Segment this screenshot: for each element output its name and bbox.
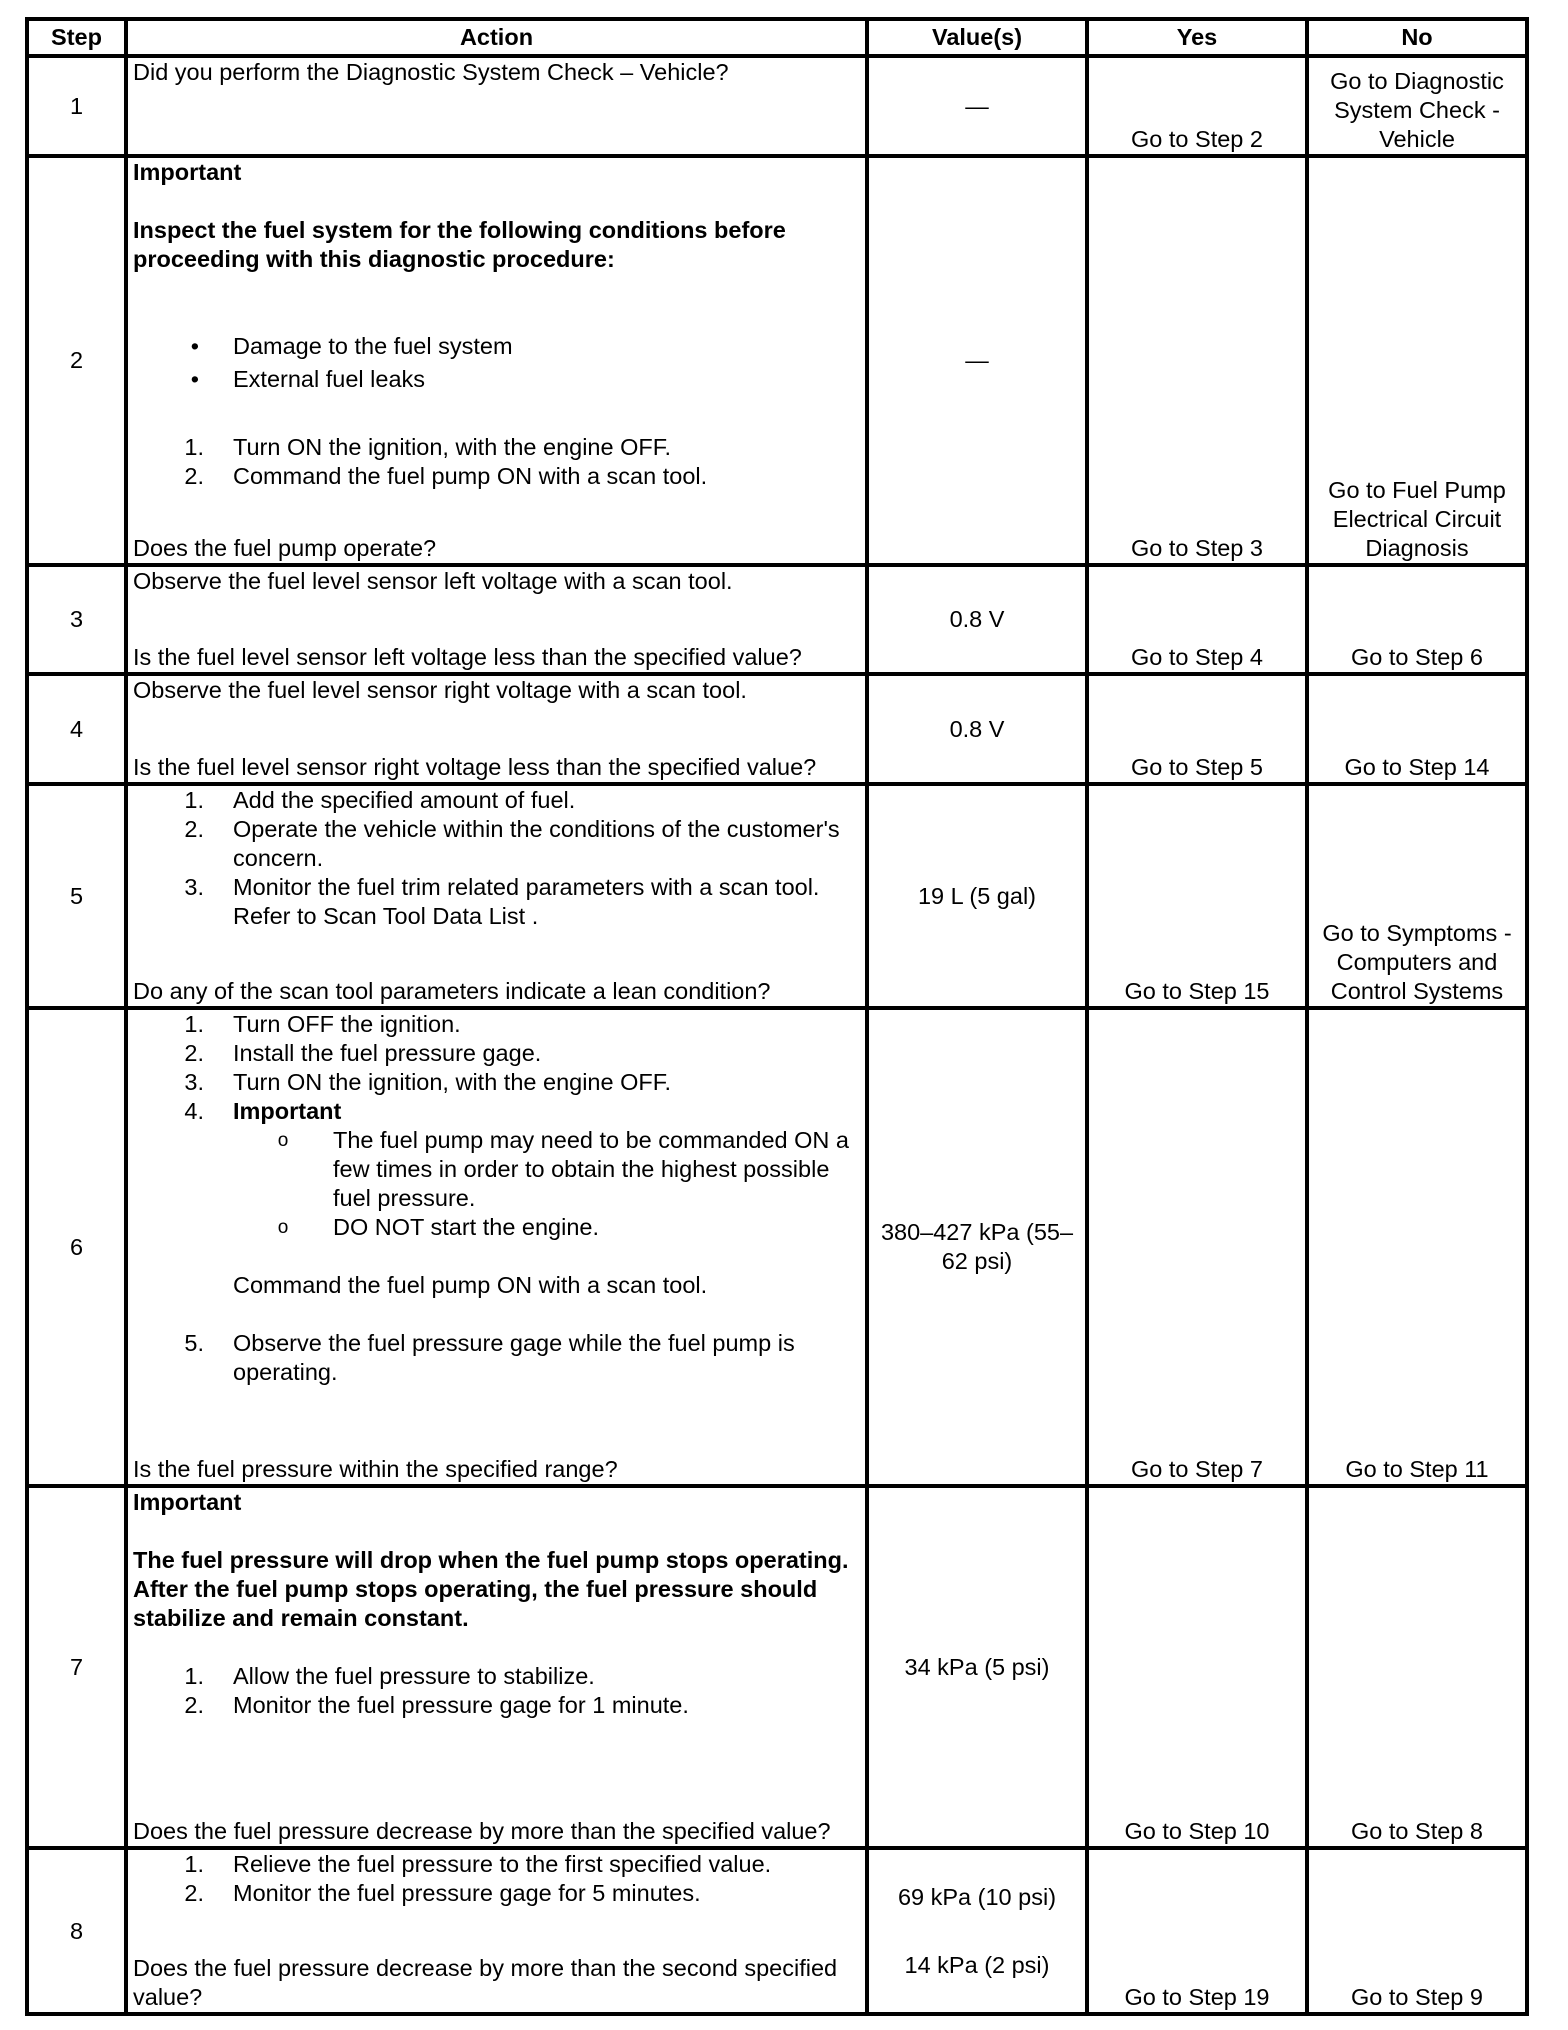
value-cell: — [867,56,1087,156]
yes-cell: Go to Step 15 [1087,784,1307,1008]
important-text: The fuel pressure will drop when the fuel pump stops operating. After the fuel pump stops operating, the fuel pressure should stabilize and remain constant. [133,1547,849,1631]
step-number: 3 [27,565,126,674]
no-cell: Go to Diagnostic System Check - Vehicle [1307,56,1527,156]
list-item: 2. Install the fuel pressure gage. [184,1040,542,1066]
table-row [27,1848,1527,2014]
header-no: No [1307,19,1527,56]
list-item: • External fuel leaks [190,366,426,392]
procedure-list [133,1662,860,1720]
value-cell: 0.8 V [867,674,1087,784]
question-text: Does the fuel pump operate? [133,535,437,561]
procedure-list [133,1010,860,1126]
step-number: 5 [27,784,126,1008]
action-cell [126,1008,867,1486]
list-item: 1. Add the specified amount of fuel. [184,787,576,813]
header-yes: Yes [1087,19,1307,56]
question-text: Is the fuel level sensor left voltage less than the specified value? [133,644,802,670]
step-number: 4 [27,674,126,784]
value-cell: 19 L (5 gal) [867,784,1087,1008]
value-cell: 34 kPa (5 psi) [867,1486,1087,1848]
list-item: 2. Command the fuel pump ON with a scan tool. [184,463,708,489]
yes-cell: Go to Step 4 [1087,565,1307,674]
procedure-list [133,1850,860,1908]
list-item: 1. Allow the fuel pressure to stabilize. [184,1663,595,1689]
table-row [27,1008,1527,1486]
value-2: 14 kPa (2 psi) [904,1951,1050,1978]
question-text: Does the fuel pressure decrease by more than the specified value? [133,1818,831,1844]
table-row [27,674,1527,784]
table-row [27,156,1527,565]
value-cell: 380–427 kPa (55–62 psi) [867,1008,1087,1486]
value-cell: — [867,156,1087,565]
no-cell: Go to Step 9 [1307,1848,1527,2014]
list-item: 5. Observe the fuel pressure gage while the fuel pump is operating. [184,1330,795,1385]
header-row [27,19,1527,56]
action-cell [126,784,867,1008]
sub-item: o The fuel pump may need to be commanded ON a few times in order to obtain the highest possible fuel pressure. [277,1127,849,1211]
table-row [27,565,1527,674]
table-row [27,56,1527,156]
no-cell: Go to Step 8 [1307,1486,1527,1848]
yes-cell: Go to Step 5 [1087,674,1307,784]
action-cell [126,674,867,784]
action-text: Observe the fuel level sensor left voltage with a scan tool. [133,568,733,594]
list-item: 4. Important [184,1098,342,1124]
no-cell: Go to Fuel Pump Electrical Circuit Diagnosis [1307,156,1527,565]
action-cell [126,1848,867,2014]
step-number: 2 [27,156,126,565]
action-cell [126,565,867,674]
header-step: Step [27,19,126,56]
header-values: Value(s) [867,19,1087,56]
list-item: 3. Turn ON the ignition, with the engine OFF. [184,1069,672,1095]
condition-list [133,332,860,394]
value-cell [867,1848,1087,2014]
action-text: Observe the fuel level sensor right voltage with a scan tool. [133,677,747,703]
action-text: Did you perform the Diagnostic System Check – Vehicle? [133,59,729,85]
table-row [27,1486,1527,1848]
list-item: • Damage to the fuel system [190,333,513,359]
procedure-list [133,433,860,491]
yes-cell: Go to Step 2 [1087,56,1307,156]
header-action: Action [126,19,867,56]
step-number: 7 [27,1486,126,1848]
no-cell: Go to Step 6 [1307,565,1527,674]
list-item: 1. Turn OFF the ignition. [184,1011,461,1037]
question-text: Is the fuel pressure within the specified range? [133,1456,618,1482]
no-cell: Go to Step 14 [1307,674,1527,784]
important-label: Important [133,159,242,185]
yes-cell: Go to Step 10 [1087,1486,1307,1848]
question-text: Do any of the scan tool parameters indicate a lean condition? [133,978,771,1004]
important-text: Inspect the fuel system for the following conditions before proceeding with this diagnostic procedure: [133,217,786,272]
no-cell: Go to Symptoms - Computers and Control Systems [1307,784,1527,1008]
list-item: 1. Turn ON the ignition, with the engine OFF. [184,434,672,460]
question-text: Is the fuel level sensor right voltage less than the specified value? [133,754,817,780]
yes-cell: Go to Step 19 [1087,1848,1307,2014]
step-number: 1 [27,56,126,156]
diagnostic-table [25,17,1529,2016]
important-label: Important [133,1489,242,1515]
yes-cell: Go to Step 3 [1087,156,1307,565]
step-number: 6 [27,1008,126,1486]
procedure-list [133,786,860,931]
yes-cell: Go to Step 7 [1087,1008,1307,1486]
value-1: 69 kPa (10 psi) [897,1883,1057,1910]
action-cell [126,156,867,565]
action-cell [126,1486,867,1848]
table-row [27,784,1527,1008]
procedure-list [133,1329,860,1387]
list-item: 2. Monitor the fuel pressure gage for 5 minutes. [184,1880,701,1906]
list-item: 2. Operate the vehicle within the conditions of the customer's concern. [184,816,840,871]
list-item: 1. Relieve the fuel pressure to the first specified value. [184,1851,772,1877]
value-cell: 0.8 V [867,565,1087,674]
list-item: 3. Monitor the fuel trim related parameters with a scan tool. Refer to Scan Tool Data List . [184,874,820,929]
command-text: Command the fuel pump ON with a scan tool. [233,1272,708,1298]
question-text: Does the fuel pressure decrease by more than the second specified value? [133,1955,838,2010]
no-cell: Go to Step 11 [1307,1008,1527,1486]
action-cell [126,56,867,156]
sub-item: o DO NOT start the engine. [277,1214,600,1240]
list-item: 2. Monitor the fuel pressure gage for 1 minute. [184,1692,689,1718]
step-number: 8 [27,1848,126,2014]
